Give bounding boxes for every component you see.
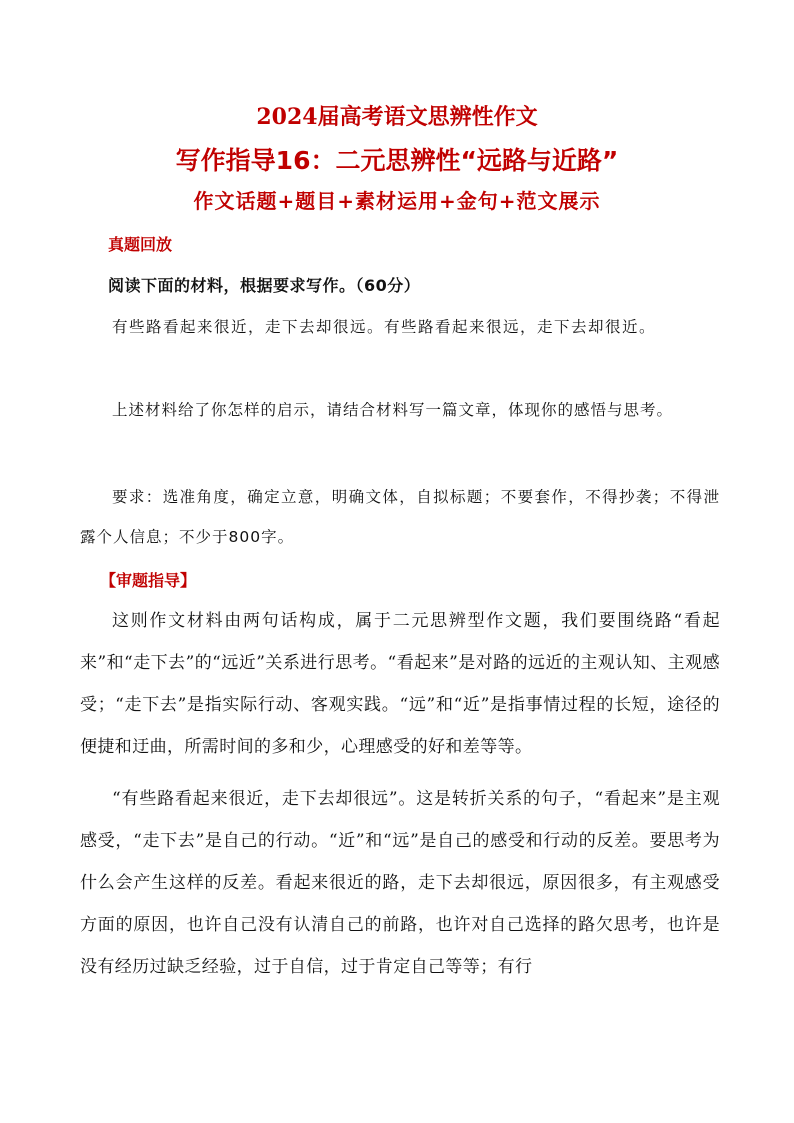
guidance-paragraph-2: “有些路看起来很近，走下去却很远”。这是转折关系的句子，“看起来”是主观感受，“走下去”是自己的行动。“近”和“远”是自己的感受和行动的反差。要思考为什么会产生这样的反差。看起来很近的路，走下去却很远，原因很多，有主观感受方面的原因，也许自己没有认清自己的前路，也许对自己选择的路欠思考，也许是没有经历过缺乏经验，过于自信，过于肯定自己等等；有行 [80,789,720,977]
exam-material: 有些路看起来很近，走下去却很远。有些路看起来很远，走下去却很近。 [112,318,657,336]
section-heading-guidance: 【审题指导】 [100,571,197,590]
exam-task: 上述材料给了你怎样的启示，请结合材料写一篇文章，体现你的感悟与思考。 [112,401,674,419]
guidance-paragraph-1: 这则作文材料由两句话构成，属于二元思辨型作文题，我们要围绕路“看起来”和“走下去”的“远近”关系进行思考。“看起来”是对路的远近的主观认知、主观感受；“走下去”是指实际行动、客观实践。“远”和“近”是指事情过程的长短，途径的便捷和迂曲，所需时间的多和少，心理感受的好和差等等。 [80,611,720,757]
exam-prompt: 阅读下面的材料，根据要求写作。（60分） [108,276,421,295]
document-title: 2024届高考语文思辨性作文 [256,104,538,130]
section-heading-real-exam: 真题回放 [108,235,173,254]
exam-requirements: 要求：选准角度，确定立意，明确文体，自拟标题；不要套作，不得抄袭；不得泄露个人信息；不少于800字。 [80,488,720,546]
document-subtitle: 写作指导16：二元思辨性“远路与近路” [175,146,619,175]
document-tagline: 作文话题+题目+素材运用+金句+范文展示 [193,189,601,213]
